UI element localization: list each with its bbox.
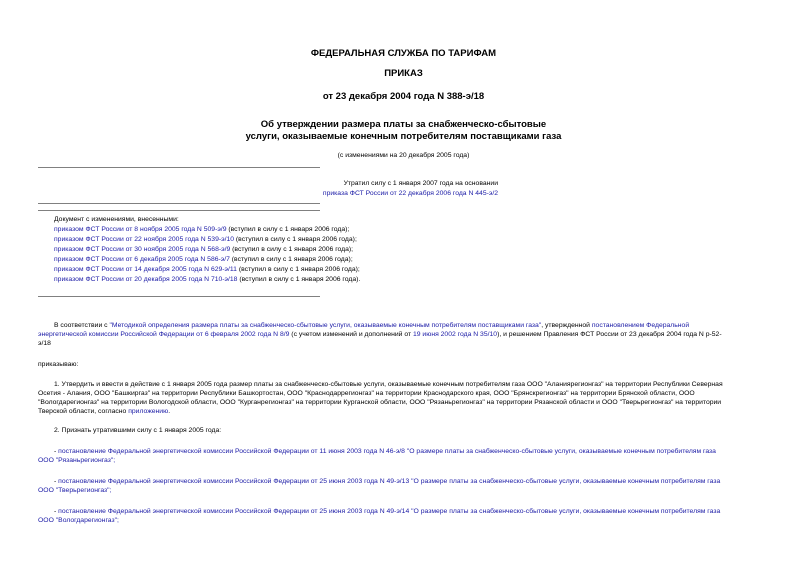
divider [38, 167, 320, 168]
amendment-note: (вступил в силу с 1 января 2006 года); [234, 236, 357, 243]
amendments-list [54, 225, 360, 285]
amendment-item [54, 245, 360, 255]
doc-title-line2: услуги, оказываемые конечным потребителям поставщиками газа [245, 131, 562, 142]
body-paragraph-line: э/18 [38, 340, 51, 347]
revoked-resolution-link[interactable]: ООО "Тверьрегионгаз"; [38, 487, 112, 494]
amendment-note: (вступил в силу с 1 января 2006 года); [226, 226, 350, 233]
revoked-item [54, 507, 767, 516]
body-text: , утвержденной [541, 322, 592, 329]
agency-name: ФЕДЕРАЛЬНАЯ СЛУЖБА ПО ТАРИФАМ [310, 48, 497, 59]
amendment-note: (вступил в силу с 1 января 2006 года); [236, 266, 360, 273]
appendix-link[interactable]: приложению [128, 408, 169, 415]
body-text: - [54, 448, 59, 455]
amendment-item [54, 265, 360, 275]
body-text: - [54, 508, 59, 515]
doc-date-number: от 23 декабря 2004 года N 388-э/18 [322, 91, 485, 102]
amendment-link[interactable]: приказом ФСТ России от 6 декабря 2005 года N 586-э/7 [54, 256, 230, 263]
divider [38, 296, 320, 297]
amendment-item [54, 235, 360, 245]
amended-note: (с изменениями на 20 декабря 2005 года) [337, 152, 470, 159]
doc-type: ПРИКАЗ [384, 68, 423, 79]
amendment-item [54, 255, 360, 265]
revoked-resolution-link[interactable]: постановление Федеральной энергетической комиссии Российской Федерации от 11 июня 2003 года N 46-э/8 "О размере платы за снабженческо-сбытовые услуги, оказываемые конечным потребителям газа [58, 448, 716, 455]
body-paragraph-line [38, 407, 170, 416]
amendment-link[interactable]: приказом ФСТ России от 14 декабря 2005 года N 629-э/11 [54, 266, 237, 273]
amendment-link[interactable]: приказом ФСТ России от 8 ноября 2005 года N 509-э/9 [54, 226, 227, 233]
divider [38, 203, 320, 204]
revoked-item [54, 447, 767, 456]
body-paragraph-line: 2. Признать утратившими силу с 1 января 2005 года: [54, 427, 222, 434]
body-text: ), и решением Правления ФСТ России от 23 декабря 2004 года N р-52- [497, 331, 722, 338]
amendment-note: (вступил в силу с 1 января 2006 года); [229, 256, 353, 263]
amendment-note: (вступил в силу с 1 января 2006 года); [230, 246, 354, 253]
amendment-date-link[interactable]: 19 июня 2002 года N 35/10 [412, 331, 498, 338]
body-text: Тверской области, согласно [38, 408, 129, 415]
amendment-link[interactable]: приказом ФСТ России от 20 декабря 2005 года N 710-э/18 [54, 276, 238, 283]
revoked-item [54, 477, 767, 486]
revoked-resolution-link[interactable]: постановление Федеральной энергетической комиссии Российской Федерации от 25 июня 2003 года N 49-э/14 "О размере платы за снабженческо-сбытовые услуги, оказываемые конечным потребителям газа [58, 508, 721, 515]
revoked-resolution-link[interactable]: ООО "Вологдарегионгаз"; [38, 517, 119, 524]
body-paragraph-line [54, 321, 767, 330]
body-text: . [168, 408, 171, 415]
body-paragraph-line: 1. Утвердить и ввести в действие с 1 января 2005 года размер платы за снабженческо-сбытовые услуги, оказываемые конечным потребителям газа ООО "Аланиярегионгаз" на территории Республики Северная [54, 381, 723, 388]
revoked-resolution-link[interactable]: постановление Федеральной энергетической комиссии Российской Федерации от 25 июня 2003 года N 49-э/13 "О размере платы за снабженческо-сбытовые услуги, оказываемые конечным потребителям газа [58, 478, 721, 485]
body-paragraph-line: Осетия - Алания, ООО "Башкиргаз" на территории Республики Башкортостан, ООО "Краснодаррегионгаз" на территории Краснодарского края, ООО "Брянскрегионгаз" на территории Брянской области, ООО [38, 390, 695, 397]
amendment-item [54, 225, 360, 235]
amendment-link[interactable]: приказом ФСТ России от 30 ноября 2005 года N 568-э/9 [54, 246, 231, 253]
body-text: (с учетом изменений и дополнений от [289, 331, 413, 338]
doc-title-line1: Об утверждении размера платы за снабженческо-сбытовые [260, 119, 547, 130]
amendment-item [54, 275, 360, 285]
status-link[interactable]: приказа ФСТ России от 22 декабря 2006 года N 445-э/2 [322, 190, 498, 197]
body-text: - [54, 478, 59, 485]
resolution-link[interactable]: постановлением Федеральной [591, 322, 690, 329]
resolution-link[interactable]: энергетической комиссии Российской Федерации от 6 февраля 2002 года N 8/9 [38, 331, 290, 338]
status-line: Утратил силу с 1 января 2007 года на основании [343, 180, 498, 187]
order-word: приказываю: [38, 361, 79, 368]
body-paragraph-line [38, 330, 767, 339]
body-text: В соответствии с [54, 322, 110, 329]
amendments-heading: Документ с изменениями, внесенными: [54, 216, 179, 223]
methodology-link[interactable]: "Методикой определения размера платы за снабженческо-сбытовые услуги, оказываемые конечным потребителям поставщиками газа" [109, 322, 542, 329]
amendment-note: (вступил в силу с 1 января 2006 года). [237, 276, 361, 283]
revoked-resolution-link[interactable]: ООО "Рязаньрегионгаз"; [38, 457, 116, 464]
amendment-link[interactable]: приказом ФСТ России от 22 ноября 2005 года N 539-э/10 [54, 236, 235, 243]
body-paragraph-line: "Вологдарегионгаз" на территории Вологодской области, ООО "Курганрегионгаз" на территории Курганской области, ООО "Рязаньрегионгаз" на территории Рязанской области и ООО "Тверьрегионгаз" на территории [38, 399, 722, 406]
divider [38, 210, 320, 211]
